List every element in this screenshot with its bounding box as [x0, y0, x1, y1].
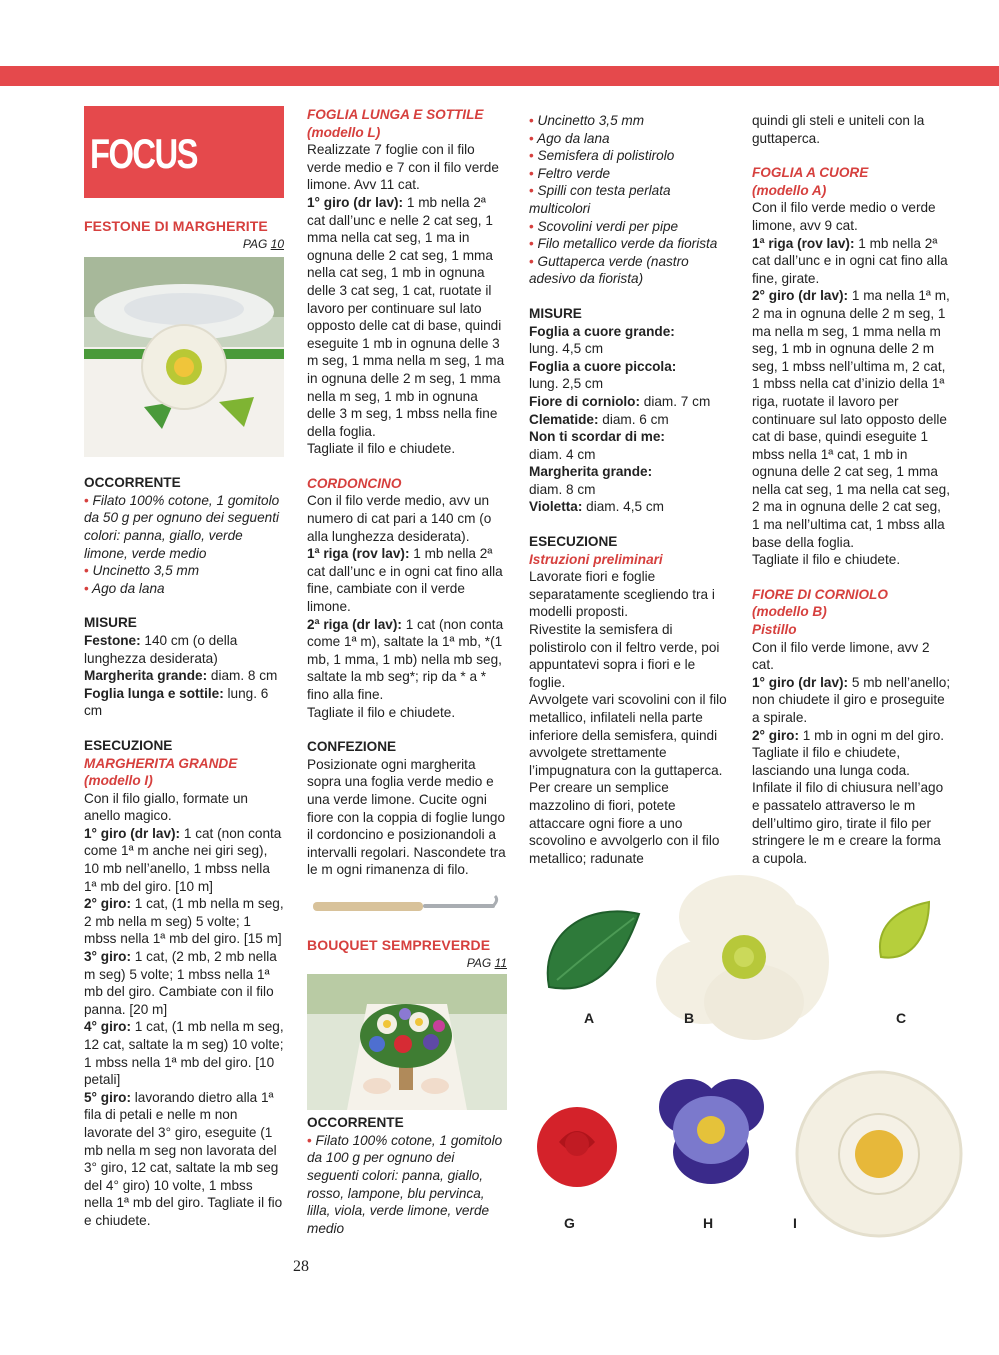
foglia-step [307, 194, 507, 440]
step-label: 2° giro (dr lav): [752, 288, 849, 304]
step-text: 1 mb nella 2ª cat dall’unc e nelle 2 cat seg, 1 mma nella cat seg, 1 ma in ognuna delle 2 cat seg, 1 mma nella cat seg, 1 mb in ognuna delle 3 cat seg, 1 cat, ruotate il lavoro per continuare sul lato opposto delle cat di base, quindi eseguite 1 mb in ognuna delle 3 m seg, 1 mma nella m seg, 1 ma in ognuna delle 2 m seg, 1 mma nella m seg, 1 mb in ognuna delle 3 m seg, 1 mbss nella fine della foglia. [307, 194, 505, 439]
list-item: • Uncinetto 3,5 mm [84, 563, 200, 579]
measure-value: diam. 4 cm [529, 446, 596, 462]
esecuzione-heading: ESECUZIONE [529, 534, 618, 550]
rose-g-motif [537, 1107, 617, 1187]
figure-label-i: I [793, 1215, 797, 1231]
list-item-text: Ago da lana [537, 130, 610, 146]
step [84, 825, 284, 895]
list-item: • Ago da lana [84, 580, 165, 596]
list-item-text: Filo metallico verde da fiorista [537, 236, 718, 252]
paragraph: Lavorate fiori e foglie separatamente scegliendo tra i modelli proposti. [529, 569, 715, 620]
foglia-model: (modello L) [307, 124, 381, 140]
list-item-text: Filato 100% cotone, 1 gomitolo da 50 g per ognuno dei seguenti colori: panna, giallo, verde limone, verde medio [84, 492, 280, 561]
column-2 [307, 106, 507, 1237]
step-text: 1 mb in ogni m del giro. [798, 727, 945, 743]
cordoncino-intro: Con il filo verde medio, avv un numero di cat pari a 140 cm (o alla lunghezza desiderata). [307, 493, 492, 544]
bouquet-photo [307, 974, 507, 1110]
measure-item [529, 411, 729, 429]
list-item-text: Uncinetto 3,5 mm [537, 113, 645, 128]
list-item-text: Filato 100% cotone, 1 gomitolo da 100 g per ognuno dei seguenti colori: panna, giallo, rosso, lampone, blu pervinca, lilla, viola, verde limone, verde medio [307, 1132, 503, 1236]
step-text: 1 ma nella 1ª m, 2 ma in ognuna delle 2 m seg, 1 ma nella m seg, 1 mma nella m seg, 1 mb in ognuna delle 2 m seg, 1 mbss nell’ultima m, 2 cat, 1 mbss nella cat d’inizio della 1ª riga, ruotate il lavoro per continuare sul lato opposto delle cat di base, quindi eseguite 1 mbss nella 1ª cat, 1 mb in ognuna delle 2 cat seg, 1 mma nella cat seg, 1 ma nella cat seg, 2 ma in ognuna delle 2 cat seg, 1 ma nell’ultima cat, 1 mbss alla base della foglia. [752, 288, 950, 550]
column-4 [752, 112, 952, 867]
foglia-title: FOGLIA LUNGA E SOTTILE [307, 107, 484, 122]
measure-value: lung. 2,5 cm [529, 376, 604, 392]
figure-label-g: G [564, 1215, 575, 1231]
cordoncino-title: CORDONCINO [307, 475, 402, 491]
measure-label: Violetta: [529, 499, 583, 515]
section-title: FOCUS [90, 130, 197, 177]
list-item: • Spilli con testa perlata multicolori [529, 183, 671, 216]
measure-item [529, 498, 729, 516]
step [84, 948, 284, 1018]
measure-label: Foglia a cuore piccola: [529, 358, 677, 374]
step-text: 1 mb nella 2ª cat dall’unc e in ogni cat fino alla fine, girate. [752, 235, 948, 286]
measure-label: Clematide: [529, 411, 599, 427]
list-item: • Semisfera di polistirolo [529, 148, 675, 164]
list-item-text: Scovolini verdi per pipe [537, 218, 679, 234]
leaf-c-motif [880, 902, 929, 958]
step-text: 1 cat, (2 mb, 2 mb nella m seg) 5 volte; 1 mbss nella 1ª mb del giro. Cambiate con il filo panna. [20 m] [84, 949, 277, 1017]
measure-item [84, 667, 284, 685]
step-label: 1ª riga (rov lav): [752, 235, 855, 251]
cordoncino-end: Tagliate il filo e chiudete. [307, 704, 456, 720]
crochet-hook-image [307, 887, 507, 923]
measure-label: Foglia lunga e sottile: [84, 685, 224, 701]
list-item: • Scovolini verdi per pipe [529, 218, 679, 234]
misure-heading: MISURE [529, 305, 582, 321]
measure-label: Foglia a cuore grande: [529, 323, 675, 339]
bouquet-title: BOUQUET SEMPREVERDE [307, 936, 491, 953]
pansy-h-motif [659, 1079, 764, 1184]
festone-photo [84, 257, 284, 457]
step-label: 5° giro: [84, 1089, 131, 1105]
step-text: lavorando dietro alla 1ª fila di petali e nelle m non lavorate del 3° giro, eseguite (1 mb nella m seg non lavorata del 3° giro, 12 cat, saltate la mb seg del 4° giro) 10 volte, 1 mbss nella 1ª mb del giro. Tagliate il fio e chiudete. [84, 1089, 283, 1228]
corniolo-round-1 [752, 674, 952, 727]
margherita-intro: Con il filo giallo, formate un anello magico. [84, 790, 248, 824]
list-item: • Filo metallico verde da fiorista [529, 236, 718, 252]
step-text: 5 mb nell’anello; non chiudete il giro e proseguite a spirale. [752, 674, 951, 725]
measure-value: 140 cm (o della lunghezza desiderata) [84, 632, 238, 666]
list-item-text: Semisfera di polistirolo [537, 148, 675, 164]
esecuzione-heading: ESECUZIONE [84, 737, 173, 753]
measure-label: Margherita grande: [529, 464, 653, 480]
confezione-heading: CONFEZIONE [307, 739, 397, 755]
step-text: 1 cat (non conta come 1ª m), saltate la 1ª mb, *(1 mb, 1 mma, 1 mb) nella mb seg, saltate la mb seg*; rip da * a * fino alla fine. [307, 616, 504, 702]
list-item: • Uncinetto 3,5 mm [529, 113, 645, 128]
step-text: 1 cat (non conta come 1ª m anche nei giri seg), 10 mb nell’anello, 1 mbss nella 1ª mb del giro. [10 m] [84, 825, 282, 894]
step-text: 1 cat, (1 mb nella m seg, 2 mb nella m seg) 5 volte; 1 mbss nella 1ª mb del giro. [15 m] [84, 896, 284, 947]
foglia-cuore-row-2 [752, 287, 952, 551]
measure-value: diam. 6 cm [598, 411, 669, 427]
step-text: 1 cat, (1 mb nella m seg, 12 cat, saltate la m seg) 10 volte; 1 mbss nella 1ª mb del giro. [10 petali] [84, 1019, 284, 1088]
foglia-cuore-end: Tagliate il filo e chiudete. [752, 552, 901, 568]
cordoncino-row-1 [307, 545, 507, 615]
corniolo-round-2 [752, 727, 952, 745]
measure-label: Fiore di corniolo: [529, 393, 641, 409]
step-text: 1 mb nella 2ª cat dall’unc e in ogni cat fino alla fine, cambiate con il verde limone. [307, 546, 503, 615]
step [84, 1018, 284, 1088]
measure-item [529, 393, 729, 411]
figure-label-c: C [896, 1010, 907, 1026]
measure-value: diam. 8 cm [207, 668, 278, 684]
cordoncino-row-2 [307, 616, 507, 704]
margherita-title: MARGHERITA GRANDE [84, 755, 238, 771]
daisy-i-motif [797, 1072, 961, 1236]
step-label: 2ª riga (dr lav): [307, 616, 402, 632]
step [84, 895, 284, 948]
corniolo-title: FIORE DI CORNIOLO [752, 586, 888, 602]
foglia-cuore-intro: Con il filo verde medio o verde limone, avv 9 cat. [752, 200, 936, 233]
paragraph: Per creare un semplice mazzolino di fiori, potete attaccare ogni fiore a uno scovolino e avvolgerlo con il filo metallico; radunate [529, 780, 720, 866]
paragraph: Rivestite la semisfera di polistirolo con il feltro verde, poi appuntatevi sopra i fiori e le foglie. [529, 622, 720, 690]
step-label: 2° giro: [84, 896, 131, 912]
column-3 [529, 112, 729, 867]
list-item: • Filato 100% cotone, 1 gomitolo da 100 g per ognuno dei seguenti colori: panna, giallo, rosso, lampone, blu pervinca, lilla, viola, verde limone, verde medio [307, 1132, 503, 1236]
figure-label-h: H [703, 1215, 714, 1231]
step-label: 1ª riga (rov lav): [307, 546, 410, 562]
list-item: • Ago da lana [529, 130, 610, 146]
page-ref-number: 10 [270, 236, 284, 251]
figure-label-b: B [684, 1010, 695, 1026]
crochet-motifs-illustration [529, 862, 984, 1257]
list-item-text: Spilli con testa perlata multicolori [529, 183, 671, 216]
list-item-text: Ago da lana [92, 580, 165, 596]
list-item-text: Feltro verde [537, 165, 611, 181]
measure-value: lung. 6 cm [84, 685, 269, 719]
confezione-text: Posizionate ogni margherita sopra una foglia verde medio e una verde limone. Cucite ogni fiore con la coppia di foglie lungo il cordoncino e posizionandoli a intervalli regolari. Nascondete tra le m ogni rimanenza di filo. [307, 756, 506, 878]
step-label: 3° giro: [84, 949, 131, 965]
measure-label: Festone: [84, 632, 141, 648]
foglia-cuore-model: (modello A) [752, 182, 827, 198]
step-label: 1° giro (dr lav): [752, 674, 849, 690]
bouquet-page-ref [307, 955, 507, 973]
bouquet-occorrente-heading: OCCORRENTE [307, 1115, 404, 1131]
measure-value: diam. 4,5 cm [582, 499, 664, 515]
page-number: 28 [293, 1258, 309, 1275]
step-label: 1° giro (dr lav): [84, 825, 181, 841]
measure-label: Margherita grande: [84, 668, 208, 684]
column-1 [84, 218, 284, 1230]
measure-item [84, 685, 284, 720]
list-item-text: Guttaperca verde (nastro adesivo da fiorista) [529, 253, 689, 287]
measure-item [84, 632, 284, 667]
page-ref-prefix: PAG [466, 955, 492, 970]
measure-value: diam. 7 cm [640, 393, 711, 409]
paragraph: Tagliate il filo e chiudete, lasciando una lunga coda. [752, 745, 910, 778]
foglia-intro: Realizzate 7 foglie con il filo verde medio e 7 con il filo verde limone. Avv 11 cat. [307, 142, 499, 193]
festone-title: FESTONE DI MARGHERITE [84, 218, 268, 234]
page-ref-prefix: PAG [242, 236, 268, 251]
step-label: 4° giro: [84, 1019, 131, 1035]
top-color-bar [0, 66, 999, 86]
corniolo-model: (modello B) [752, 604, 827, 620]
step-label: 1° giro (dr lav): [307, 194, 404, 210]
occorrente-heading: OCCORRENTE [84, 475, 181, 491]
continued-text: quindi gli steli e uniteli con la guttaperca. [752, 113, 925, 146]
page-ref-number: 11 [494, 955, 507, 970]
measure-value: lung. 4,5 cm [529, 341, 604, 357]
measure-value: diam. 8 cm [529, 481, 596, 497]
figure-label-a: A [584, 1010, 595, 1026]
step [84, 1089, 284, 1230]
corniolo-intro: Con il filo verde limone, avv 2 cat. [752, 639, 930, 673]
list-item: • Feltro verde [529, 165, 611, 181]
foglia-cuore-row-1 [752, 235, 952, 288]
festone-page-ref [84, 236, 284, 254]
foglia-cuore-title: FOGLIA A CUORE [752, 165, 869, 181]
list-item: • Filato 100% cotone, 1 gomitolo da 50 g per ognuno dei seguenti colori: panna, giallo, verde limone, verde medio [84, 492, 280, 561]
step-label: 2° giro: [752, 727, 799, 743]
section-banner [84, 106, 284, 198]
list-item: • Guttaperca verde (nastro adesivo da fiorista) [529, 253, 689, 287]
foglia-end: Tagliate il filo e chiudete. [307, 441, 456, 457]
measure-label: Non ti scordar di me: [529, 429, 665, 445]
corniolo-subtitle: Pistillo [752, 622, 797, 638]
dogwood-b-motif [656, 875, 829, 1040]
paragraph: Infilate il filo di chiusura nell’ago e passatelo attraverso le m dell’ultimo giro, tirate il filo per stringere le m e creare la forma a cupola. [752, 780, 944, 866]
misure-heading: MISURE [84, 615, 137, 631]
margherita-model: (modello I) [84, 773, 153, 789]
list-item-text: Uncinetto 3,5 mm [92, 563, 200, 579]
paragraph: Avvolgete vari scovolini con il filo metallico, infilateli nella parte inferiore della semisfera, quindi avvolgete strettamente l’impugnatura con la guttaperca. [529, 692, 727, 778]
istruzioni-title: Istruzioni preliminari [529, 551, 663, 567]
